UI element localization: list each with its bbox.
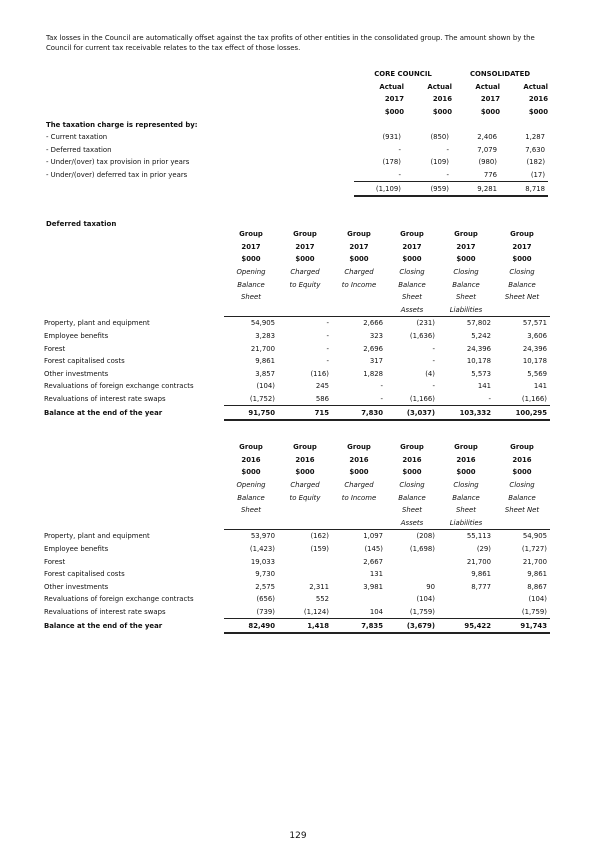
column-header: 2017 — [241, 242, 261, 251]
table-cell: 141 — [533, 382, 547, 391]
table-cell: 10,178 — [466, 357, 491, 366]
col-header: Actual — [475, 82, 500, 91]
table-cell: - — [326, 344, 329, 353]
column-header: to Equity — [289, 280, 321, 289]
total-cell: 9,281 — [452, 182, 500, 196]
column-header: $000 — [512, 255, 532, 264]
table-cell: 21,700 — [250, 344, 275, 353]
table-cell: 57,571 — [494, 317, 550, 330]
header-row — [44, 517, 550, 530]
column-header: Group — [293, 230, 317, 239]
header-spacer — [44, 291, 224, 304]
column-header — [494, 304, 550, 317]
column-header: Closing — [453, 481, 479, 490]
total-row — [44, 406, 550, 420]
header-row — [44, 291, 550, 304]
column-header: $000 — [456, 468, 476, 477]
table-cell: 317 — [369, 357, 383, 366]
column-header: Opening — [236, 268, 266, 277]
column-header: Group — [400, 443, 424, 452]
header-spacer — [44, 228, 224, 241]
table-cell: 3,606 — [527, 332, 547, 341]
header-row — [44, 241, 550, 254]
table-cell: (145) — [364, 545, 383, 554]
table-cell: 1,287 — [525, 133, 546, 142]
column-header: Charged — [344, 481, 374, 490]
table-cell — [386, 555, 438, 568]
table-cell — [278, 555, 332, 568]
total-cell: 95,422 — [438, 619, 494, 633]
table-row — [44, 355, 550, 368]
column-header: Balance — [452, 493, 480, 502]
column-header: to Equity — [289, 493, 321, 502]
column-header: to Income — [341, 280, 377, 289]
table-cell: (1,759) — [494, 606, 550, 619]
table-cell: (104) — [528, 595, 547, 604]
column-header: Group — [510, 230, 534, 239]
table-cell: 54,905 — [494, 530, 550, 543]
total-label: Balance at the end of the year — [44, 408, 163, 417]
header-row — [44, 466, 550, 479]
row-label: Other investments — [44, 369, 109, 378]
table-row — [44, 317, 550, 330]
header-spacer — [44, 278, 224, 291]
column-header: $000 — [402, 255, 422, 264]
table-cell: (1,698) — [409, 545, 435, 554]
table-cell: 552 — [315, 595, 329, 604]
column-header: Sheet — [241, 506, 261, 515]
column-header: 2017 — [349, 242, 369, 251]
table-row — [44, 368, 550, 381]
table-cell — [438, 606, 494, 619]
column-header — [494, 517, 550, 530]
table-cell: 2,666 — [332, 317, 386, 330]
col-header: 2016 — [432, 95, 452, 104]
tax-caption: The taxation charge is represented by: — [46, 120, 198, 129]
column-header — [278, 291, 332, 304]
table-cell: - — [354, 169, 404, 182]
column-header: Balance — [398, 280, 426, 289]
deferred-tax-2017-table — [44, 228, 550, 421]
table-cell: (4) — [425, 369, 435, 378]
column-header: 2016 — [295, 455, 315, 464]
column-header: Closing — [453, 268, 479, 277]
header-row — [44, 304, 550, 317]
col-header: Actual — [427, 82, 452, 91]
column-header: Sheet — [402, 506, 422, 515]
column-header: 2017 — [402, 242, 422, 251]
table-cell: (162) — [278, 530, 332, 543]
row-label: - Current taxation — [46, 133, 108, 142]
row-label: Revaluations of foreign exchange contracts — [44, 595, 194, 604]
table-row — [46, 156, 548, 169]
total-cell: (959) — [404, 182, 452, 196]
table-cell: (1,166) — [494, 393, 550, 406]
column-header: to Income — [341, 493, 377, 502]
table-cell: 776 — [452, 169, 500, 182]
total-cell: 7,830 — [332, 406, 386, 420]
column-header: $000 — [512, 468, 532, 477]
column-header: $000 — [456, 255, 476, 264]
column-header: Group — [400, 230, 424, 239]
table-cell: - — [432, 382, 435, 391]
column-header: Balance — [237, 493, 265, 502]
table-cell: (1,166) — [386, 393, 438, 406]
table-cell: 7,630 — [525, 145, 546, 154]
table-cell: 2,406 — [477, 133, 497, 142]
column-header: Assets — [400, 518, 424, 527]
total-cell: 715 — [278, 406, 332, 420]
table-cell: 19,033 — [250, 557, 275, 566]
table-cell: 2,575 — [255, 582, 275, 591]
table-cell: 7,079 — [477, 145, 497, 154]
table-cell: - — [278, 317, 332, 330]
table-cell: 9,730 — [255, 570, 275, 579]
row-label: Revaluations of foreign exchange contracts — [44, 382, 194, 391]
column-header: Sheet — [456, 293, 476, 302]
col-header: $000 — [432, 108, 452, 117]
column-header — [224, 304, 278, 317]
table-cell: 104 — [332, 606, 386, 619]
header-row — [44, 491, 550, 504]
column-header: Closing — [509, 268, 535, 277]
total-cell: 91,750 — [224, 406, 278, 420]
table-cell: 90 — [426, 582, 435, 591]
table-cell: 3,981 — [363, 582, 383, 591]
table-cell: 5,573 — [471, 369, 491, 378]
table-cell: (1,423) — [249, 545, 275, 554]
header-row — [44, 504, 550, 517]
column-header: Balance — [452, 280, 480, 289]
column-header: Sheet — [402, 293, 422, 302]
column-header — [278, 504, 332, 517]
total-cell: 103,332 — [438, 406, 494, 420]
table-cell: 8,867 — [527, 582, 547, 591]
total-cell: (3,679) — [386, 619, 438, 633]
col-header: Actual — [379, 82, 404, 91]
header-spacer — [44, 241, 224, 254]
column-header: Balance — [237, 280, 265, 289]
row-label: Employee benefits — [44, 545, 109, 554]
table-row — [44, 555, 550, 568]
table-cell: (208) — [386, 530, 438, 543]
column-header: Sheet Net — [504, 293, 540, 302]
table-cell: - — [326, 357, 329, 366]
header-spacer — [44, 266, 224, 279]
column-header — [278, 304, 332, 317]
table-cell: - — [404, 169, 452, 182]
col-header: Actual — [523, 82, 549, 91]
table-cell: - — [398, 145, 401, 154]
table-cell: - — [380, 382, 383, 391]
column-header: Sheet Net — [504, 506, 540, 515]
taxation-charge-table — [46, 68, 548, 197]
column-header: Group — [347, 230, 371, 239]
column-header: 2017 — [512, 242, 532, 251]
table-row — [46, 169, 548, 182]
intro-paragraph: Tax losses in the Council are automatically offset against the tax profits of other entities in the consolidated group. The amount shown by the Council for current tax receivable relates to the tax effect of those losses. — [46, 34, 535, 52]
table-cell: 10,178 — [522, 357, 547, 366]
header-spacer — [44, 504, 224, 517]
header-spacer — [44, 304, 224, 317]
table-cell: - — [332, 393, 386, 406]
column-header: 2016 — [512, 455, 532, 464]
table-cell: 57,802 — [438, 317, 494, 330]
table-cell: (739) — [224, 606, 278, 619]
table-cell: 141 — [477, 382, 491, 391]
table-cell: - — [326, 332, 329, 341]
column-header: 2016 — [349, 455, 369, 464]
column-header: Liabilities — [449, 518, 483, 527]
column-header: Balance — [398, 493, 426, 502]
table-cell: (656) — [256, 595, 275, 604]
column-header: $000 — [349, 468, 369, 477]
table-cell: (17) — [500, 169, 548, 182]
header-row — [44, 479, 550, 492]
header-row — [44, 228, 550, 241]
column-header — [332, 517, 386, 530]
total-label: Balance at the end of the year — [44, 621, 163, 630]
col-header: 2017 — [480, 95, 500, 104]
column-header: Assets — [400, 305, 424, 314]
column-header — [332, 291, 386, 304]
table-cell: 9,861 — [255, 357, 275, 366]
row-label: Forest — [44, 557, 66, 566]
table-cell: 5,569 — [527, 369, 547, 378]
column-header: Closing — [399, 268, 425, 277]
table-cell: 53,970 — [224, 530, 278, 543]
deferred-taxation-title: Deferred taxation — [46, 220, 117, 228]
total-cell: 7,835 — [332, 619, 386, 633]
column-header: $000 — [241, 255, 261, 264]
table-cell: 3,283 — [255, 332, 275, 341]
table-row — [44, 330, 550, 343]
column-header: Group — [510, 443, 534, 452]
table-cell — [278, 568, 332, 581]
col-header: $000 — [528, 108, 549, 117]
table-row — [44, 593, 550, 606]
table-cell: (178) — [382, 158, 401, 167]
column-header: Liabilities — [449, 305, 483, 314]
column-header — [332, 504, 386, 517]
table-cell: 3,857 — [255, 369, 275, 378]
column-header: Charged — [344, 268, 374, 277]
table-cell — [438, 593, 494, 606]
total-cell: (3,037) — [386, 406, 438, 420]
row-label: Forest — [44, 344, 66, 353]
table-cell: 2,667 — [363, 557, 383, 566]
header-row — [44, 454, 550, 467]
table-cell — [386, 568, 438, 581]
column-header: Group — [239, 443, 263, 452]
row-label: - Under/(over) deferred tax in prior years — [46, 171, 188, 180]
column-header: Balance — [508, 280, 536, 289]
column-header: 2017 — [456, 242, 476, 251]
table-cell: - — [432, 357, 435, 366]
total-cell: 1,418 — [278, 619, 332, 633]
col-header: 2017 — [384, 95, 404, 104]
column-header: Charged — [290, 268, 320, 277]
table-cell: (29) — [476, 545, 491, 554]
table-cell: 54,905 — [224, 317, 278, 330]
table-cell: (850) — [430, 133, 449, 142]
total-row — [46, 182, 548, 196]
table-row — [44, 568, 550, 581]
table-row — [46, 144, 548, 157]
total-cell: 82,490 — [224, 619, 278, 633]
table-cell: (104) — [256, 382, 275, 391]
table-cell: (931) — [382, 133, 401, 142]
column-header: Opening — [236, 481, 266, 490]
table-cell: (1,759) — [386, 606, 438, 619]
header-spacer — [44, 441, 224, 454]
row-label: Forest capitalised costs — [44, 357, 125, 366]
column-header — [278, 517, 332, 530]
total-cell: 8,718 — [500, 182, 548, 196]
consolidated-header: CONSOLIDATED — [469, 70, 531, 79]
table-cell: 5,242 — [471, 332, 491, 341]
table-row — [44, 380, 550, 393]
header-spacer — [44, 479, 224, 492]
table-row — [44, 543, 550, 556]
table-cell: 245 — [315, 382, 329, 391]
table-cell: 24,396 — [466, 344, 491, 353]
table-cell: (104) — [416, 595, 435, 604]
table-cell: (231) — [386, 317, 438, 330]
col-header: 2016 — [528, 95, 549, 104]
column-header: Charged — [290, 481, 320, 490]
header-spacer — [44, 454, 224, 467]
table-cell: 2,696 — [363, 344, 383, 353]
table-row — [44, 581, 550, 594]
table-cell: (109) — [430, 158, 449, 167]
table-cell: - — [432, 344, 435, 353]
col-header: $000 — [480, 108, 500, 117]
column-header: $000 — [241, 468, 261, 477]
table-row — [44, 530, 550, 543]
total-cell: (1,109) — [354, 182, 404, 196]
row-label: Employee benefits — [44, 332, 109, 341]
column-header: Closing — [399, 481, 425, 490]
row-label: Forest capitalised costs — [44, 570, 125, 579]
table-cell: 24,396 — [522, 344, 547, 353]
column-header: 2016 — [241, 455, 261, 464]
table-cell: 8,777 — [471, 582, 491, 591]
header-row — [44, 266, 550, 279]
header-row — [44, 253, 550, 266]
column-header: Group — [293, 443, 317, 452]
header-spacer — [44, 517, 224, 530]
table-cell: (116) — [310, 369, 329, 378]
table-cell: 1,828 — [363, 369, 383, 378]
row-label: Property, plant and equipment — [44, 532, 150, 541]
row-label: Property, plant and equipment — [44, 319, 150, 328]
table-cell: - — [438, 393, 494, 406]
table-cell: 21,700 — [466, 557, 491, 566]
column-header: Group — [239, 230, 263, 239]
header-spacer — [44, 466, 224, 479]
table-cell: (1,752) — [224, 393, 278, 406]
column-header — [332, 304, 386, 317]
table-cell: 21,700 — [522, 557, 547, 566]
table-cell: 131 — [369, 570, 383, 579]
table-cell: 1,097 — [332, 530, 386, 543]
table-cell: 55,113 — [438, 530, 494, 543]
table-cell — [332, 593, 386, 606]
row-label: Other investments — [44, 582, 109, 591]
header-row — [44, 441, 550, 454]
table-cell: 323 — [369, 332, 383, 341]
header-spacer — [44, 491, 224, 504]
table-row — [44, 606, 550, 619]
table-cell: - — [446, 145, 449, 154]
column-header: Group — [347, 443, 371, 452]
table-cell: (1,727) — [521, 545, 547, 554]
row-label: Revaluations of interest rate swaps — [44, 608, 166, 617]
row-label: - Deferred taxation — [46, 145, 112, 154]
table-cell: 9,861 — [471, 570, 491, 579]
table-cell: (1,124) — [278, 606, 332, 619]
column-header: Closing — [509, 481, 535, 490]
total-cell: 91,743 — [494, 619, 550, 633]
table-cell: (1,636) — [409, 332, 435, 341]
column-header: 2017 — [295, 242, 315, 251]
table-cell: 2,311 — [309, 582, 329, 591]
column-header: Sheet — [456, 506, 476, 515]
table-row — [44, 342, 550, 355]
column-header: $000 — [402, 468, 422, 477]
column-header — [224, 517, 278, 530]
table-row — [44, 393, 550, 406]
column-header: Balance — [508, 493, 536, 502]
column-header: $000 — [349, 255, 369, 264]
column-header: Sheet — [241, 293, 261, 302]
page-number: 129 — [289, 831, 307, 841]
core-council-header: CORE COUNCIL — [374, 70, 432, 79]
column-header: Group — [454, 443, 478, 452]
table-cell: (182) — [526, 158, 546, 167]
row-label: Revaluations of interest rate swaps — [44, 395, 166, 404]
table-cell: 9,861 — [527, 570, 547, 579]
deferred-tax-2016-table — [44, 441, 550, 634]
table-cell: 586 — [278, 393, 332, 406]
header-spacer — [44, 253, 224, 266]
column-header: $000 — [295, 255, 315, 264]
col-header: $000 — [384, 108, 404, 117]
table-cell: (159) — [310, 545, 329, 554]
column-header: 2016 — [456, 455, 476, 464]
column-header: Group — [454, 230, 478, 239]
total-row — [44, 619, 550, 633]
column-header: 2016 — [402, 455, 422, 464]
row-label: - Under/(over) tax provision in prior years — [46, 158, 190, 167]
table-cell: (980) — [478, 158, 497, 167]
table-row — [46, 131, 548, 144]
total-cell: 100,295 — [494, 406, 550, 420]
header-row — [44, 278, 550, 291]
column-header: $000 — [295, 468, 315, 477]
